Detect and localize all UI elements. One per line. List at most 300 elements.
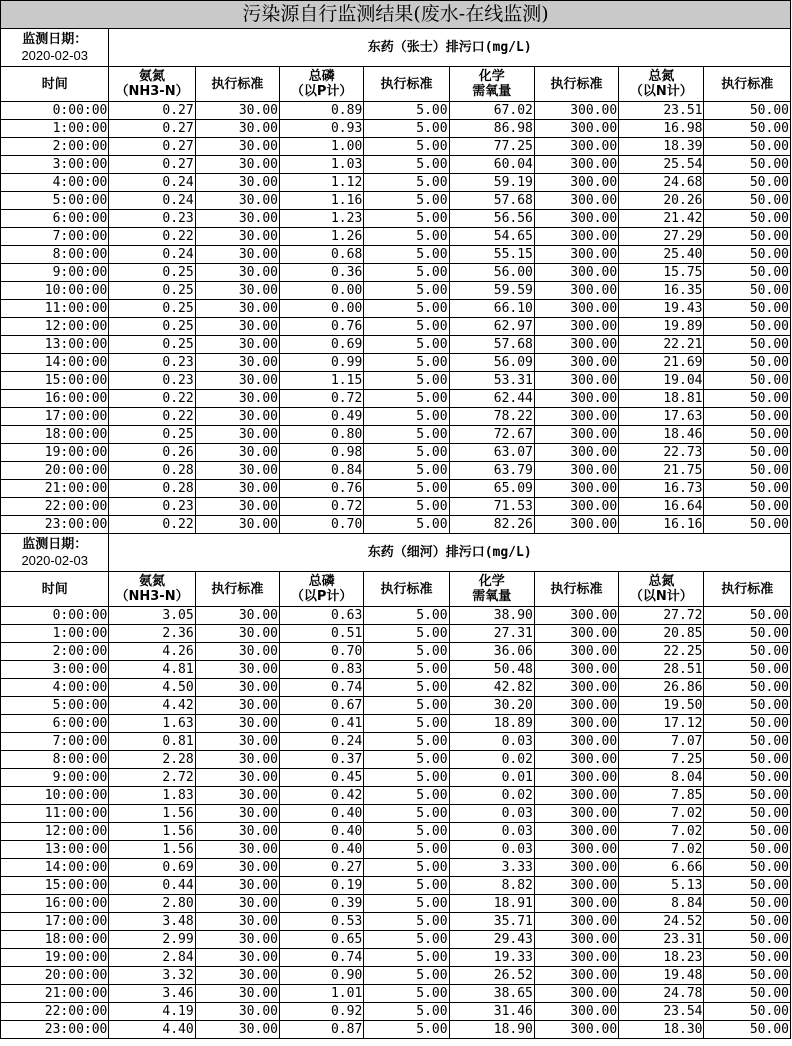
value-cell[interactable]: 38.65 [449, 985, 534, 1003]
time-cell[interactable]: 2:00:00 [1, 138, 109, 156]
value-cell[interactable]: 0.25 [109, 300, 195, 318]
value-cell[interactable]: 300.00 [534, 210, 618, 228]
value-cell[interactable]: 30.00 [195, 895, 279, 913]
value-cell[interactable]: 24.68 [619, 174, 704, 192]
value-cell[interactable]: 5.00 [364, 156, 449, 174]
value-cell[interactable]: 5.00 [364, 715, 449, 733]
value-cell[interactable]: 50.00 [704, 156, 791, 174]
value-cell[interactable]: 50.00 [704, 210, 791, 228]
value-cell[interactable]: 300.00 [534, 336, 618, 354]
value-cell[interactable]: 82.26 [449, 516, 534, 534]
time-cell[interactable]: 16:00:00 [1, 895, 109, 913]
column-header[interactable] [1, 572, 109, 607]
value-cell[interactable]: 300.00 [534, 1003, 618, 1021]
value-cell[interactable]: 1.00 [280, 138, 364, 156]
value-cell[interactable]: 300.00 [534, 1021, 618, 1039]
value-cell[interactable]: 25.40 [619, 246, 704, 264]
value-cell[interactable]: 5.00 [364, 282, 449, 300]
value-cell[interactable]: 1.56 [109, 841, 195, 859]
value-cell[interactable]: 59.59 [449, 282, 534, 300]
time-cell[interactable]: 20:00:00 [1, 967, 109, 985]
value-cell[interactable]: 50.00 [704, 228, 791, 246]
value-cell[interactable]: 50.00 [704, 931, 791, 949]
value-cell[interactable]: 59.19 [449, 174, 534, 192]
value-cell[interactable]: 4.42 [109, 697, 195, 715]
time-cell[interactable]: 13:00:00 [1, 336, 109, 354]
value-cell[interactable]: 5.00 [364, 408, 449, 426]
value-cell[interactable]: 300.00 [534, 444, 618, 462]
value-cell[interactable]: 0.45 [280, 769, 364, 787]
value-cell[interactable]: 22.73 [619, 444, 704, 462]
value-cell[interactable]: 50.00 [704, 949, 791, 967]
column-header[interactable] [704, 67, 791, 102]
time-cell[interactable]: 21:00:00 [1, 480, 109, 498]
time-cell[interactable]: 22:00:00 [1, 1003, 109, 1021]
time-cell[interactable]: 15:00:00 [1, 877, 109, 895]
value-cell[interactable]: 26.52 [449, 967, 534, 985]
time-cell[interactable]: 14:00:00 [1, 354, 109, 372]
time-cell[interactable]: 10:00:00 [1, 282, 109, 300]
column-header[interactable] [364, 67, 449, 102]
time-cell[interactable]: 19:00:00 [1, 949, 109, 967]
time-cell[interactable]: 0:00:00 [1, 102, 109, 120]
value-cell[interactable]: 0.51 [280, 625, 364, 643]
value-cell[interactable]: 78.22 [449, 408, 534, 426]
value-cell[interactable]: 18.39 [619, 138, 704, 156]
value-cell[interactable]: 5.00 [364, 480, 449, 498]
value-cell[interactable]: 300.00 [534, 138, 618, 156]
value-cell[interactable]: 300.00 [534, 228, 618, 246]
value-cell[interactable]: 5.00 [364, 102, 449, 120]
value-cell[interactable]: 300.00 [534, 679, 618, 697]
value-cell[interactable]: 17.63 [619, 408, 704, 426]
value-cell[interactable]: 22.25 [619, 643, 704, 661]
value-cell[interactable]: 30.00 [195, 462, 279, 480]
value-cell[interactable]: 50.00 [704, 354, 791, 372]
value-cell[interactable]: 50.00 [704, 913, 791, 931]
value-cell[interactable]: 0.19 [280, 877, 364, 895]
value-cell[interactable]: 0.24 [109, 192, 195, 210]
value-cell[interactable]: 1.56 [109, 805, 195, 823]
value-cell[interactable]: 1.26 [280, 228, 364, 246]
time-cell[interactable]: 8:00:00 [1, 246, 109, 264]
time-cell[interactable]: 12:00:00 [1, 318, 109, 336]
value-cell[interactable]: 0.24 [280, 733, 364, 751]
value-cell[interactable]: 30.00 [195, 715, 279, 733]
value-cell[interactable]: 50.00 [704, 498, 791, 516]
value-cell[interactable]: 300.00 [534, 174, 618, 192]
value-cell[interactable]: 0.36 [280, 264, 364, 282]
value-cell[interactable]: 20.26 [619, 192, 704, 210]
value-cell[interactable]: 0.42 [280, 787, 364, 805]
time-cell[interactable]: 22:00:00 [1, 498, 109, 516]
value-cell[interactable]: 30.00 [195, 1003, 279, 1021]
value-cell[interactable]: 50.00 [704, 192, 791, 210]
value-cell[interactable]: 5.00 [364, 931, 449, 949]
value-cell[interactable]: 0.25 [109, 282, 195, 300]
value-cell[interactable]: 0.23 [109, 498, 195, 516]
value-cell[interactable]: 50.00 [704, 282, 791, 300]
value-cell[interactable]: 5.00 [364, 697, 449, 715]
value-cell[interactable]: 50.00 [704, 661, 791, 679]
value-cell[interactable]: 0.49 [280, 408, 364, 426]
value-cell[interactable]: 42.82 [449, 679, 534, 697]
value-cell[interactable]: 300.00 [534, 408, 618, 426]
value-cell[interactable]: 30.00 [195, 390, 279, 408]
value-cell[interactable]: 300.00 [534, 390, 618, 408]
value-cell[interactable]: 5.00 [364, 679, 449, 697]
value-cell[interactable]: 30.00 [195, 679, 279, 697]
value-cell[interactable]: 7.02 [619, 805, 704, 823]
value-cell[interactable]: 30.00 [195, 282, 279, 300]
value-cell[interactable]: 30.00 [195, 877, 279, 895]
value-cell[interactable]: 5.00 [364, 661, 449, 679]
value-cell[interactable]: 1.56 [109, 823, 195, 841]
value-cell[interactable]: 53.31 [449, 372, 534, 390]
value-cell[interactable]: 30.00 [195, 931, 279, 949]
value-cell[interactable]: 19.04 [619, 372, 704, 390]
column-header[interactable] [280, 572, 364, 607]
value-cell[interactable]: 50.00 [704, 607, 791, 625]
value-cell[interactable]: 1.83 [109, 787, 195, 805]
value-cell[interactable]: 30.00 [195, 985, 279, 1003]
value-cell[interactable]: 30.00 [195, 516, 279, 534]
value-cell[interactable]: 50.00 [704, 426, 791, 444]
value-cell[interactable]: 5.00 [364, 444, 449, 462]
value-cell[interactable]: 4.50 [109, 679, 195, 697]
value-cell[interactable]: 300.00 [534, 715, 618, 733]
value-cell[interactable]: 50.00 [704, 516, 791, 534]
value-cell[interactable]: 19.43 [619, 300, 704, 318]
value-cell[interactable]: 50.00 [704, 751, 791, 769]
value-cell[interactable]: 2.99 [109, 931, 195, 949]
value-cell[interactable]: 5.00 [364, 120, 449, 138]
value-cell[interactable]: 65.09 [449, 480, 534, 498]
value-cell[interactable]: 0.27 [280, 859, 364, 877]
value-cell[interactable]: 50.00 [704, 444, 791, 462]
value-cell[interactable]: 5.00 [364, 985, 449, 1003]
value-cell[interactable]: 28.51 [619, 661, 704, 679]
value-cell[interactable]: 18.23 [619, 949, 704, 967]
time-cell[interactable]: 10:00:00 [1, 787, 109, 805]
value-cell[interactable]: 77.25 [449, 138, 534, 156]
value-cell[interactable]: 1.03 [280, 156, 364, 174]
value-cell[interactable]: 30.00 [195, 336, 279, 354]
value-cell[interactable]: 5.00 [364, 1003, 449, 1021]
time-cell[interactable]: 3:00:00 [1, 156, 109, 174]
value-cell[interactable]: 16.16 [619, 516, 704, 534]
value-cell[interactable]: 7.02 [619, 841, 704, 859]
value-cell[interactable]: 30.00 [195, 426, 279, 444]
value-cell[interactable]: 8.82 [449, 877, 534, 895]
value-cell[interactable]: 300.00 [534, 967, 618, 985]
value-cell[interactable]: 30.00 [195, 408, 279, 426]
value-cell[interactable]: 19.48 [619, 967, 704, 985]
time-cell[interactable]: 20:00:00 [1, 462, 109, 480]
value-cell[interactable]: 50.00 [704, 408, 791, 426]
value-cell[interactable]: 0.63 [280, 607, 364, 625]
value-cell[interactable]: 50.00 [704, 372, 791, 390]
time-cell[interactable]: 17:00:00 [1, 913, 109, 931]
time-cell[interactable]: 6:00:00 [1, 210, 109, 228]
value-cell[interactable]: 0.67 [280, 697, 364, 715]
value-cell[interactable]: 300.00 [534, 769, 618, 787]
value-cell[interactable]: 25.54 [619, 156, 704, 174]
value-cell[interactable]: 50.00 [704, 769, 791, 787]
value-cell[interactable]: 0.23 [109, 210, 195, 228]
value-cell[interactable]: 30.00 [195, 246, 279, 264]
value-cell[interactable]: 0.93 [280, 120, 364, 138]
value-cell[interactable]: 300.00 [534, 282, 618, 300]
value-cell[interactable]: 0.02 [449, 787, 534, 805]
value-cell[interactable]: 56.09 [449, 354, 534, 372]
value-cell[interactable]: 50.00 [704, 643, 791, 661]
value-cell[interactable]: 5.00 [364, 516, 449, 534]
time-cell[interactable]: 11:00:00 [1, 805, 109, 823]
value-cell[interactable]: 0.22 [109, 408, 195, 426]
value-cell[interactable]: 300.00 [534, 985, 618, 1003]
value-cell[interactable]: 30.00 [195, 264, 279, 282]
outlet-name[interactable]: 东药（张士）排污口(mg/L) [109, 29, 791, 67]
time-cell[interactable]: 11:00:00 [1, 300, 109, 318]
value-cell[interactable]: 0.28 [109, 480, 195, 498]
value-cell[interactable]: 0.23 [109, 372, 195, 390]
value-cell[interactable]: 0.76 [280, 480, 364, 498]
value-cell[interactable]: 300.00 [534, 895, 618, 913]
value-cell[interactable]: 30.00 [195, 498, 279, 516]
value-cell[interactable]: 30.00 [195, 607, 279, 625]
value-cell[interactable]: 300.00 [534, 300, 618, 318]
report-title[interactable]: 污染源自行监测结果(废水-在线监测) [1, 1, 791, 29]
value-cell[interactable]: 62.44 [449, 390, 534, 408]
value-cell[interactable]: 0.27 [109, 102, 195, 120]
time-cell[interactable]: 4:00:00 [1, 174, 109, 192]
value-cell[interactable]: 50.00 [704, 715, 791, 733]
value-cell[interactable]: 67.02 [449, 102, 534, 120]
value-cell[interactable]: 0.41 [280, 715, 364, 733]
value-cell[interactable]: 2.28 [109, 751, 195, 769]
value-cell[interactable]: 0.00 [280, 282, 364, 300]
value-cell[interactable]: 5.00 [364, 138, 449, 156]
value-cell[interactable]: 24.78 [619, 985, 704, 1003]
value-cell[interactable]: 50.00 [704, 841, 791, 859]
value-cell[interactable]: 16.73 [619, 480, 704, 498]
value-cell[interactable]: 300.00 [534, 102, 618, 120]
column-header[interactable] [364, 572, 449, 607]
column-header[interactable] [195, 67, 279, 102]
value-cell[interactable]: 15.75 [619, 264, 704, 282]
value-cell[interactable]: 27.31 [449, 625, 534, 643]
value-cell[interactable]: 50.48 [449, 661, 534, 679]
value-cell[interactable]: 30.00 [195, 823, 279, 841]
column-header[interactable] [619, 67, 704, 102]
value-cell[interactable]: 0.70 [280, 643, 364, 661]
value-cell[interactable]: 57.68 [449, 192, 534, 210]
value-cell[interactable]: 50.00 [704, 625, 791, 643]
column-header[interactable] [534, 67, 618, 102]
time-cell[interactable]: 0:00:00 [1, 607, 109, 625]
value-cell[interactable]: 300.00 [534, 264, 618, 282]
time-cell[interactable]: 23:00:00 [1, 516, 109, 534]
value-cell[interactable]: 19.33 [449, 949, 534, 967]
value-cell[interactable]: 0.81 [109, 733, 195, 751]
value-cell[interactable]: 5.00 [364, 787, 449, 805]
value-cell[interactable]: 4.81 [109, 661, 195, 679]
value-cell[interactable]: 50.00 [704, 246, 791, 264]
value-cell[interactable]: 5.00 [364, 733, 449, 751]
value-cell[interactable]: 36.06 [449, 643, 534, 661]
time-cell[interactable]: 5:00:00 [1, 697, 109, 715]
value-cell[interactable]: 0.76 [280, 318, 364, 336]
value-cell[interactable]: 54.65 [449, 228, 534, 246]
value-cell[interactable]: 57.68 [449, 336, 534, 354]
value-cell[interactable]: 30.00 [195, 444, 279, 462]
value-cell[interactable]: 63.07 [449, 444, 534, 462]
value-cell[interactable]: 300.00 [534, 751, 618, 769]
column-header[interactable] [280, 67, 364, 102]
value-cell[interactable]: 0.65 [280, 931, 364, 949]
value-cell[interactable]: 0.25 [109, 318, 195, 336]
value-cell[interactable]: 30.00 [195, 174, 279, 192]
value-cell[interactable]: 0.25 [109, 336, 195, 354]
value-cell[interactable]: 300.00 [534, 841, 618, 859]
value-cell[interactable]: 50.00 [704, 138, 791, 156]
outlet-name[interactable]: 东药（细河）排污口(mg/L) [109, 534, 791, 572]
column-header[interactable] [1, 67, 109, 102]
time-cell[interactable]: 16:00:00 [1, 390, 109, 408]
value-cell[interactable]: 21.69 [619, 354, 704, 372]
time-cell[interactable]: 23:00:00 [1, 1021, 109, 1039]
value-cell[interactable]: 50.00 [704, 174, 791, 192]
value-cell[interactable]: 22.21 [619, 336, 704, 354]
value-cell[interactable]: 50.00 [704, 805, 791, 823]
value-cell[interactable]: 50.00 [704, 480, 791, 498]
value-cell[interactable]: 18.81 [619, 390, 704, 408]
value-cell[interactable]: 50.00 [704, 300, 791, 318]
value-cell[interactable]: 5.00 [364, 336, 449, 354]
value-cell[interactable]: 0.24 [109, 174, 195, 192]
value-cell[interactable]: 30.00 [195, 949, 279, 967]
value-cell[interactable]: 1.16 [280, 192, 364, 210]
value-cell[interactable]: 0.40 [280, 805, 364, 823]
value-cell[interactable]: 5.00 [364, 354, 449, 372]
value-cell[interactable]: 16.98 [619, 120, 704, 138]
value-cell[interactable]: 50.00 [704, 859, 791, 877]
value-cell[interactable]: 30.00 [195, 805, 279, 823]
value-cell[interactable]: 5.00 [364, 246, 449, 264]
value-cell[interactable]: 0.27 [109, 120, 195, 138]
value-cell[interactable]: 20.85 [619, 625, 704, 643]
value-cell[interactable]: 4.19 [109, 1003, 195, 1021]
column-header[interactable] [704, 572, 791, 607]
time-cell[interactable]: 8:00:00 [1, 751, 109, 769]
value-cell[interactable]: 0.87 [280, 1021, 364, 1039]
value-cell[interactable]: 5.00 [364, 949, 449, 967]
value-cell[interactable]: 300.00 [534, 823, 618, 841]
value-cell[interactable]: 300.00 [534, 805, 618, 823]
value-cell[interactable]: 23.51 [619, 102, 704, 120]
value-cell[interactable]: 30.00 [195, 967, 279, 985]
value-cell[interactable]: 5.00 [364, 751, 449, 769]
time-cell[interactable]: 7:00:00 [1, 733, 109, 751]
value-cell[interactable]: 30.00 [195, 480, 279, 498]
value-cell[interactable]: 66.10 [449, 300, 534, 318]
value-cell[interactable]: 50.00 [704, 877, 791, 895]
value-cell[interactable]: 7.85 [619, 787, 704, 805]
value-cell[interactable]: 3.33 [449, 859, 534, 877]
value-cell[interactable]: 71.53 [449, 498, 534, 516]
value-cell[interactable]: 19.50 [619, 697, 704, 715]
value-cell[interactable]: 0.40 [280, 841, 364, 859]
column-header[interactable] [109, 572, 195, 607]
time-cell[interactable]: 15:00:00 [1, 372, 109, 390]
value-cell[interactable]: 60.04 [449, 156, 534, 174]
value-cell[interactable]: 0.80 [280, 426, 364, 444]
value-cell[interactable]: 5.00 [364, 264, 449, 282]
value-cell[interactable]: 300.00 [534, 625, 618, 643]
value-cell[interactable]: 3.48 [109, 913, 195, 931]
value-cell[interactable]: 17.12 [619, 715, 704, 733]
value-cell[interactable]: 29.43 [449, 931, 534, 949]
value-cell[interactable]: 0.74 [280, 949, 364, 967]
value-cell[interactable]: 0.72 [280, 498, 364, 516]
value-cell[interactable]: 5.13 [619, 877, 704, 895]
value-cell[interactable]: 300.00 [534, 607, 618, 625]
value-cell[interactable]: 300.00 [534, 354, 618, 372]
value-cell[interactable]: 30.00 [195, 751, 279, 769]
value-cell[interactable]: 0.72 [280, 390, 364, 408]
value-cell[interactable]: 30.00 [195, 769, 279, 787]
value-cell[interactable]: 5.00 [364, 877, 449, 895]
value-cell[interactable]: 3.46 [109, 985, 195, 1003]
value-cell[interactable]: 0.25 [109, 264, 195, 282]
value-cell[interactable]: 300.00 [534, 318, 618, 336]
value-cell[interactable]: 5.00 [364, 913, 449, 931]
value-cell[interactable]: 30.00 [195, 643, 279, 661]
value-cell[interactable]: 0.74 [280, 679, 364, 697]
value-cell[interactable]: 56.00 [449, 264, 534, 282]
column-header[interactable] [534, 572, 618, 607]
value-cell[interactable]: 30.00 [195, 625, 279, 643]
value-cell[interactable]: 50.00 [704, 787, 791, 805]
time-cell[interactable]: 9:00:00 [1, 264, 109, 282]
value-cell[interactable]: 300.00 [534, 733, 618, 751]
time-cell[interactable]: 6:00:00 [1, 715, 109, 733]
value-cell[interactable]: 0.39 [280, 895, 364, 913]
value-cell[interactable]: 0.70 [280, 516, 364, 534]
value-cell[interactable]: 0.22 [109, 390, 195, 408]
value-cell[interactable]: 23.31 [619, 931, 704, 949]
time-cell[interactable]: 19:00:00 [1, 444, 109, 462]
value-cell[interactable]: 300.00 [534, 931, 618, 949]
time-cell[interactable]: 2:00:00 [1, 643, 109, 661]
value-cell[interactable]: 8.04 [619, 769, 704, 787]
value-cell[interactable]: 0.26 [109, 444, 195, 462]
value-cell[interactable]: 30.00 [195, 787, 279, 805]
value-cell[interactable]: 63.79 [449, 462, 534, 480]
value-cell[interactable]: 300.00 [534, 192, 618, 210]
time-cell[interactable]: 7:00:00 [1, 228, 109, 246]
value-cell[interactable]: 0.89 [280, 102, 364, 120]
value-cell[interactable]: 50.00 [704, 1003, 791, 1021]
column-header[interactable] [449, 572, 534, 607]
time-cell[interactable]: 4:00:00 [1, 679, 109, 697]
value-cell[interactable]: 5.00 [364, 390, 449, 408]
monitoring-date-cell[interactable] [1, 534, 109, 572]
value-cell[interactable]: 5.00 [364, 895, 449, 913]
value-cell[interactable]: 5.00 [364, 372, 449, 390]
value-cell[interactable]: 31.46 [449, 1003, 534, 1021]
